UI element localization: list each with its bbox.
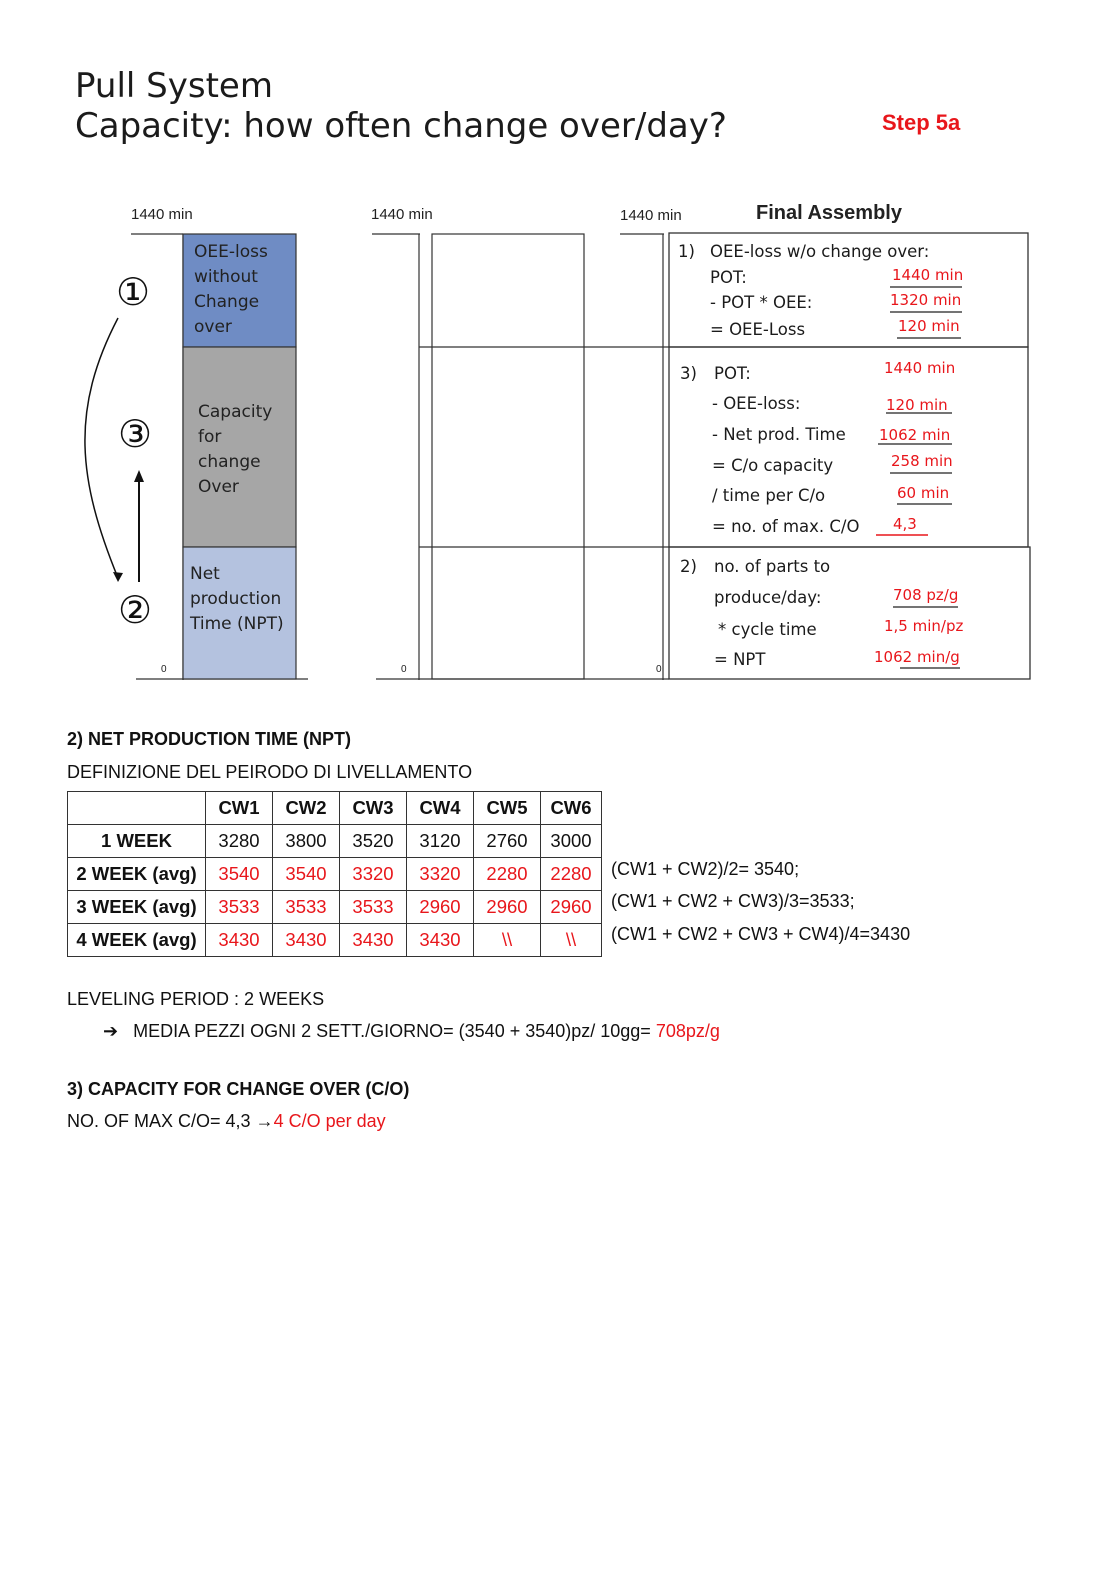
- table-row: [68, 924, 602, 957]
- panel3-row-value: 120 min: [886, 396, 948, 414]
- panel1-row-label: POT:: [710, 268, 747, 287]
- table-cell: 2960: [474, 891, 541, 924]
- media-text: MEDIA PEZZI OGNI 2 SETT./GIORNO= (3540 + 3540)pz/ 10gg=: [133, 1021, 651, 1041]
- max-co-line: [67, 1111, 386, 1132]
- table-row: [68, 858, 602, 891]
- table-cell: 3320: [407, 858, 474, 891]
- table-cell: 2960: [541, 891, 602, 924]
- panel2-row-label: no. of parts to: [714, 557, 831, 576]
- table-cell: 3280: [206, 825, 273, 858]
- leveling-table: [67, 791, 602, 957]
- panel1-row-value: 1320 min: [890, 291, 962, 309]
- section2-subheading: DEFINIZIONE DEL PEIRODO DI LIVELLAMENTO: [67, 762, 473, 782]
- panel1-row-value: 1440 min: [892, 266, 964, 284]
- panel2-row-value: 1062 min/g: [874, 648, 960, 666]
- table-header-cell: CW6: [541, 792, 602, 825]
- panel1-heading: OEE-loss w/o change over:: [710, 242, 930, 261]
- panel3-row-label: POT:: [714, 364, 751, 383]
- col3-top-label: 1440 min: [620, 207, 682, 224]
- section3-heading: 3) CAPACITY FOR CHANGE OVER (C/O): [67, 1079, 410, 1099]
- table-cell: 3540: [273, 858, 340, 891]
- table-header-cell: CW5: [474, 792, 541, 825]
- table-row-label: 4 WEEK (avg): [68, 924, 206, 957]
- table-cell: 2960: [407, 891, 474, 924]
- bar-label-npt: Net production Time (NPT): [190, 564, 284, 634]
- table-header-cell: CW3: [340, 792, 407, 825]
- table-cell: 3430: [206, 924, 273, 957]
- panel3-number: 3): [680, 364, 697, 383]
- panel1-row-label: - POT * OEE:: [710, 293, 813, 312]
- bar-label-oee-loss: OEE-loss without Change over: [194, 242, 268, 337]
- table-cell: 2280: [541, 858, 602, 891]
- panel2-row-label: = NPT: [714, 650, 766, 669]
- step-label: Step 5a: [882, 110, 961, 135]
- col1-zero-label: 0: [161, 664, 167, 675]
- formula-3-week: (CW1 + CW2 + CW3)/3=3533;: [611, 891, 855, 911]
- panel1-row-value: 120 min: [898, 317, 960, 335]
- table-cell: 3520: [340, 825, 407, 858]
- table-header-row: [68, 792, 602, 825]
- page-title-line2: Capacity: how often change over/day?: [75, 106, 727, 146]
- col2-zero-label: 0: [401, 664, 407, 675]
- panel2-row-value: 1,5 min/pz: [884, 617, 964, 635]
- panel2-row-label: produce/day:: [714, 588, 822, 607]
- table-cell: 3540: [206, 858, 273, 891]
- circle-number-3: ③: [118, 412, 153, 456]
- table-cell: 3430: [407, 924, 474, 957]
- table-header-cell: CW4: [407, 792, 474, 825]
- formula-4-week: (CW1 + CW2 + CW3 + CW4)/4=3430: [611, 924, 911, 944]
- panel3-row-label: = C/o capacity: [712, 456, 834, 475]
- arrow-right-icon: →: [255, 1111, 274, 1131]
- panel3-row-label: - Net prod. Time: [712, 425, 846, 444]
- table-cell: 3320: [340, 858, 407, 891]
- formula-2-week: (CW1 + CW2)/2= 3540;: [611, 859, 800, 879]
- panel3-row-label: / time per C/o: [712, 486, 826, 505]
- leveling-period: LEVELING PERIOD : 2 WEEKS: [67, 989, 325, 1009]
- table-row: [68, 825, 602, 858]
- media-result: 708pz/g: [655, 1021, 720, 1041]
- panel3-row-label: = no. of max. C/O: [712, 517, 860, 536]
- panel1-row-label: = OEE-Loss: [710, 320, 806, 339]
- panel3-row-value: 4,3: [893, 515, 917, 533]
- max-co-result: 4 C/O per day: [273, 1111, 386, 1131]
- table-cell: 3533: [206, 891, 273, 924]
- table-cell: 3120: [407, 825, 474, 858]
- table-header-cell: CW2: [273, 792, 340, 825]
- col1-top-label: 1440 min: [131, 206, 193, 223]
- table-header-cell: CW1: [206, 792, 273, 825]
- circle-number-1: ①: [116, 270, 151, 314]
- table-cell: \\: [541, 924, 602, 957]
- table-cell: 3533: [340, 891, 407, 924]
- panel3-row-label: - OEE-loss:: [712, 394, 801, 413]
- col2-top-label: 1440 min: [371, 206, 433, 223]
- table-cell: \\: [474, 924, 541, 957]
- max-co-text: NO. OF MAX C/O= 4,3: [67, 1111, 251, 1131]
- table-row-label: 1 WEEK: [68, 825, 206, 858]
- table-cell: 3533: [273, 891, 340, 924]
- page-title-line1: Pull System: [75, 66, 273, 106]
- table-cell: 3430: [273, 924, 340, 957]
- panel3-row-value: 258 min: [891, 452, 953, 470]
- final-assembly-title: Final Assembly: [756, 202, 902, 224]
- section2-heading: 2) NET PRODUCTION TIME (NPT): [67, 729, 351, 749]
- media-line: [103, 1021, 720, 1042]
- table-cell: 3430: [340, 924, 407, 957]
- table-row-label: 3 WEEK (avg): [68, 891, 206, 924]
- circle-number-2: ②: [118, 588, 153, 632]
- arrow-right-icon: ➔: [103, 1021, 119, 1041]
- panel2-number: 2): [680, 557, 697, 576]
- table-row-label: 2 WEEK (avg): [68, 858, 206, 891]
- table-header-cell: [68, 792, 206, 825]
- panel3-row-value: 60 min: [897, 484, 950, 502]
- panel3-row-value: 1062 min: [879, 426, 951, 444]
- table-row: [68, 891, 602, 924]
- panel3-row-value: 1440 min: [884, 359, 956, 377]
- table-cell: 2280: [474, 858, 541, 891]
- col3-zero-label: 0: [656, 664, 662, 675]
- table-cell: 3000: [541, 825, 602, 858]
- panel2-row-value: 708 pz/g: [893, 586, 959, 604]
- bar-label-capacity: Capacity for change Over: [198, 402, 273, 497]
- panel1-number: 1): [678, 242, 695, 261]
- table-cell: 3800: [273, 825, 340, 858]
- table-cell: 2760: [474, 825, 541, 858]
- panel2-row-label: * cycle time: [718, 620, 817, 639]
